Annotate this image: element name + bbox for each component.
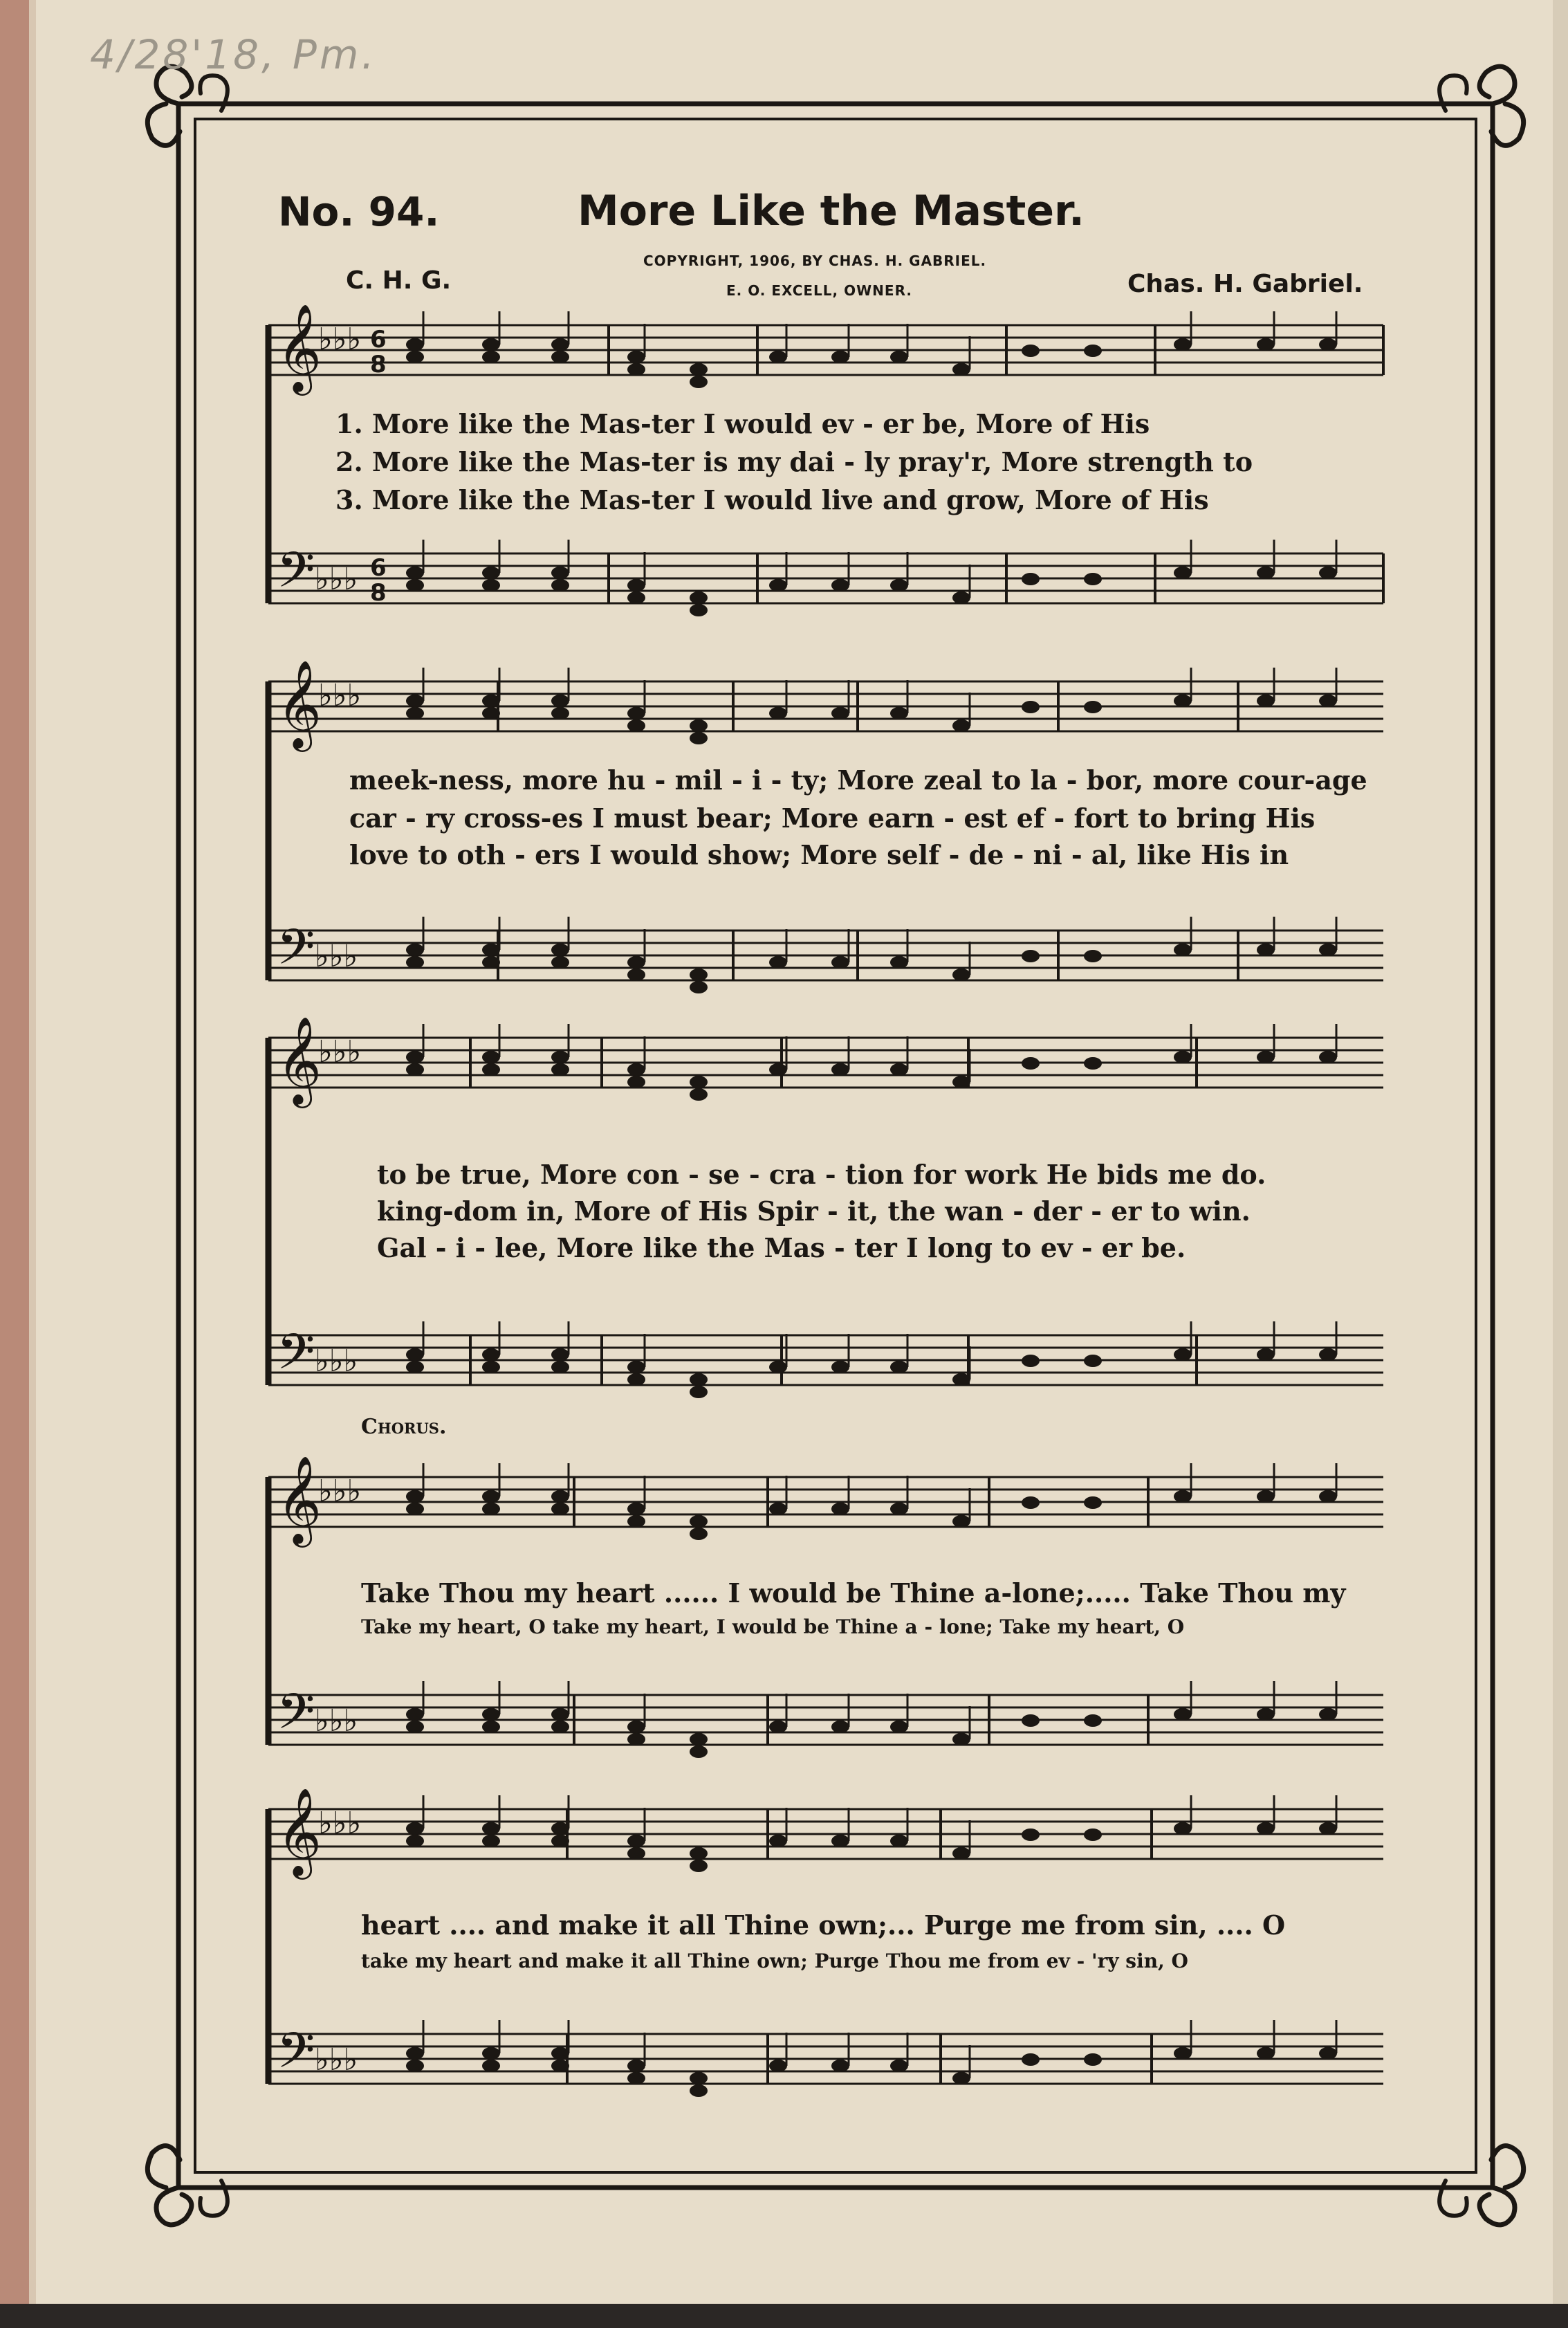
lyric-line: 3. More like the Mas-ter I would live and grow, More of His	[335, 484, 1209, 515]
svg-text:♭♭♭: ♭♭♭	[318, 1806, 362, 1841]
svg-text:𝄞: 𝄞	[277, 1787, 322, 1876]
svg-text:♭♭♭: ♭♭♭	[315, 1703, 358, 1739]
hymn-number: No. 94.	[278, 188, 440, 235]
svg-text:♭♭♭: ♭♭♭	[318, 1034, 362, 1070]
copyright-line-2: E. O. EXCELL, OWNER.	[726, 282, 912, 299]
lyric-line: 1. More like the Mas-ter I would ev - er be, More of His	[335, 408, 1150, 439]
chorus-label: Chorus.	[361, 1415, 447, 1439]
svg-text:𝄢: 𝄢	[277, 1323, 315, 1393]
lyric-line: 2. More like the Mas-ter is my dai - ly pray'r, More strength to	[335, 446, 1253, 477]
lyric-line: to be true, More con - se - cra - tion for work He bids me do.	[377, 1159, 1266, 1190]
svg-text:♭♭♭: ♭♭♭	[315, 562, 358, 597]
lyric-line: car - ry cross-es I must bear; More earn - est ef - fort to bring His	[349, 803, 1316, 834]
svg-text:8: 8	[370, 351, 387, 378]
svg-text:♭♭♭: ♭♭♭	[315, 939, 358, 974]
music-credit: Chas. H. Gabriel.	[1127, 270, 1363, 298]
svg-text:♭♭♭: ♭♭♭	[318, 1474, 362, 1509]
svg-text:♭♭♭: ♭♭♭	[315, 2042, 358, 2078]
chorus-response-line: Take my heart, O take my heart, I would be Thine a - lone; Take my heart, O	[361, 1615, 1185, 1638]
svg-text:𝄢: 𝄢	[277, 919, 315, 988]
copyright-line-1: COPYRIGHT, 1906, BY CHAS. H. GABRIEL.	[643, 253, 987, 269]
chorus-lyric-line: heart .... and make it all Thine own;... Purge me from sin, .... O	[361, 1909, 1286, 1941]
chorus-response-line: take my heart and make it all Thine own; Purge Thou me from ev - 'ry sin, O	[361, 1950, 1188, 1972]
lyric-line: meek-ness, more hu - mil - i - ty; More zeal to la - bor, more cour-age	[349, 764, 1367, 796]
svg-text:𝄞: 𝄞	[277, 1016, 322, 1104]
svg-text:𝄢: 𝄢	[277, 1683, 315, 1752]
svg-text:𝄞: 𝄞	[277, 303, 322, 392]
lyric-line: king-dom in, More of His Spir - it, the wan - der - er to win.	[377, 1195, 1251, 1227]
lyric-line: Gal - i - lee, More like the Mas - ter I long to ev - er be.	[377, 1232, 1186, 1263]
words-credit: C. H. G.	[346, 266, 452, 295]
svg-text:𝄢: 𝄢	[277, 542, 315, 611]
svg-text:♭♭♭: ♭♭♭	[318, 678, 362, 713]
svg-text:𝄢: 𝄢	[277, 2022, 315, 2091]
svg-text:♭♭♭: ♭♭♭	[318, 322, 362, 357]
handwritten-note: 4/28'18, Pm.	[90, 31, 377, 78]
svg-text:♭♭♭: ♭♭♭	[315, 1344, 358, 1379]
svg-text:6: 6	[370, 554, 387, 582]
chorus-lyric-line: Take Thou my heart ...... I would be Thine a-lone;..... Take Thou my	[361, 1577, 1346, 1608]
lyric-line: love to oth - ers I would show; More self - de - ni - al, like His in	[349, 839, 1289, 870]
hymn-title: More Like the Master.	[578, 187, 1085, 235]
svg-text:8: 8	[370, 579, 387, 607]
svg-text:𝄞: 𝄞	[277, 659, 322, 748]
svg-text:𝄞: 𝄞	[277, 1455, 322, 1543]
svg-text:6: 6	[370, 326, 387, 354]
